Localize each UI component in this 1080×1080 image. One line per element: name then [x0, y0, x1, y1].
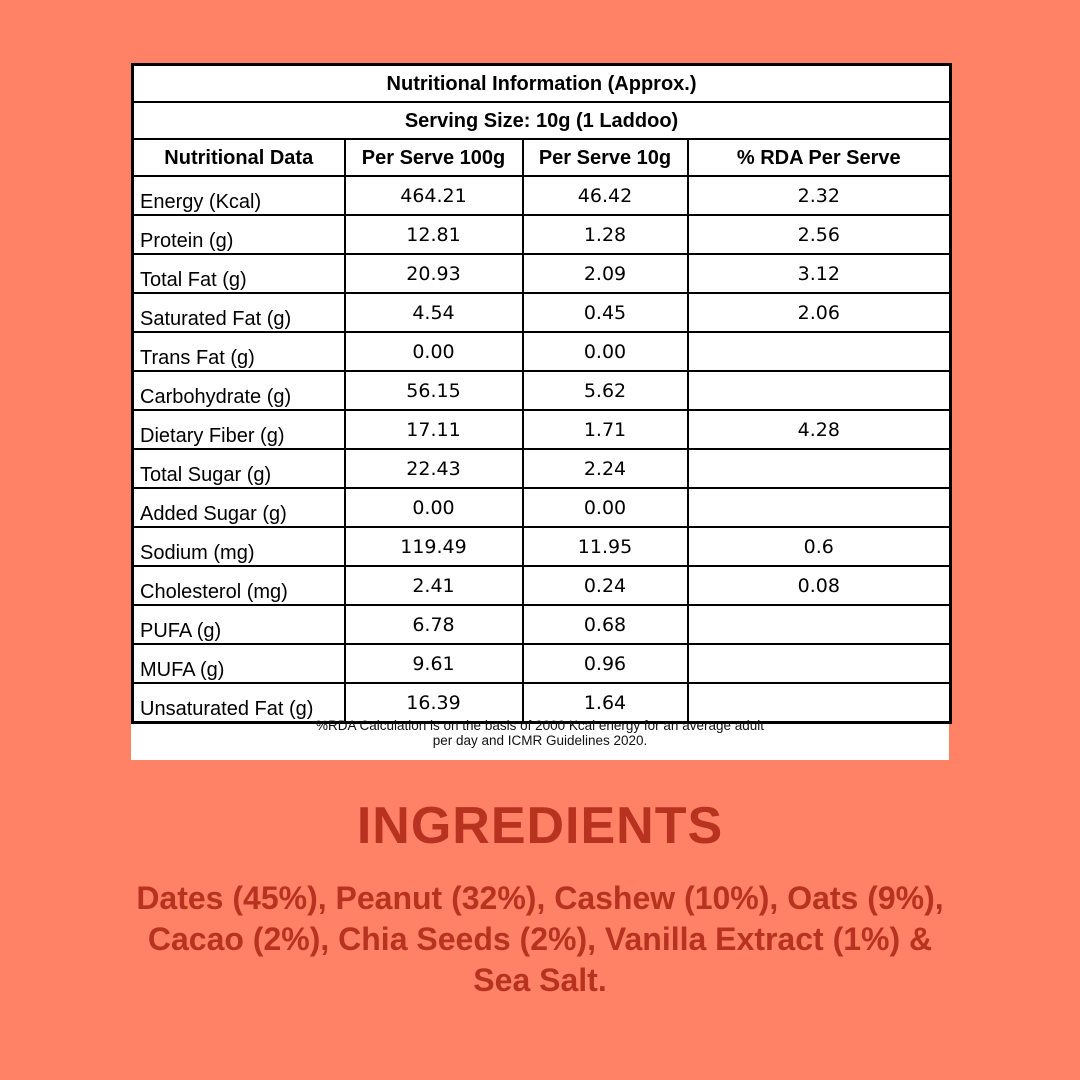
- rda-value: 0.6: [688, 527, 951, 566]
- column-header: Per Serve 10g: [523, 139, 688, 176]
- table-row: [133, 488, 951, 527]
- nutrient-name: Cholesterol (mg): [133, 566, 345, 605]
- rda-value: [688, 683, 951, 723]
- rda-value: 2.32: [688, 176, 951, 215]
- nutrient-name: Added Sugar (g): [133, 488, 345, 527]
- table-row: [133, 371, 951, 410]
- per-10g-value: 0.00: [523, 488, 688, 527]
- table-row: [133, 605, 951, 644]
- table-row: [133, 410, 951, 449]
- column-header: % RDA Per Serve: [688, 139, 951, 176]
- per-100g-value: 22.43: [345, 449, 523, 488]
- per-100g-value: 0.00: [345, 332, 523, 371]
- table-row: [133, 332, 951, 371]
- per-100g-value: 6.78: [345, 605, 523, 644]
- table-row: [133, 176, 951, 215]
- ingredients-list: [60, 878, 1020, 1001]
- per-100g-value: 2.41: [345, 566, 523, 605]
- table-row: [133, 683, 951, 723]
- ingredients-line: Cacao (2%), Chia Seeds (2%), Vanilla Extract (1%) &: [147, 921, 933, 957]
- per-100g-value: 56.15: [345, 371, 523, 410]
- rda-value: 2.06: [688, 293, 951, 332]
- per-100g-value: 17.11: [345, 410, 523, 449]
- nutrition-table: [131, 63, 952, 724]
- rda-value: 0.08: [688, 566, 951, 605]
- rda-value: [688, 332, 951, 371]
- per-100g-value: 464.21: [345, 176, 523, 215]
- nutrition-panel: [131, 63, 949, 760]
- table-row: [133, 527, 951, 566]
- nutrient-name: MUFA (g): [133, 644, 345, 683]
- nutrient-name: Carbohydrate (g): [133, 371, 345, 410]
- per-10g-value: 5.62: [523, 371, 688, 410]
- nutrient-name: Dietary Fiber (g): [133, 410, 345, 449]
- per-100g-value: 9.61: [345, 644, 523, 683]
- nutrient-name: PUFA (g): [133, 605, 345, 644]
- per-10g-value: 46.42: [523, 176, 688, 215]
- per-100g-value: 4.54: [345, 293, 523, 332]
- rda-value: 4.28: [688, 410, 951, 449]
- nutrient-name: Energy (Kcal): [133, 176, 345, 215]
- per-10g-value: 0.24: [523, 566, 688, 605]
- rda-note: [131, 718, 949, 748]
- nutrient-name: Unsaturated Fat (g): [133, 683, 345, 723]
- rda-value: [688, 449, 951, 488]
- per-10g-value: 1.28: [523, 215, 688, 254]
- column-header: Per Serve 100g: [345, 139, 523, 176]
- nutrient-name: Saturated Fat (g): [133, 293, 345, 332]
- table-row: [133, 293, 951, 332]
- rda-value: [688, 371, 951, 410]
- per-10g-value: 11.95: [523, 527, 688, 566]
- rda-value: 2.56: [688, 215, 951, 254]
- table-row: [133, 215, 951, 254]
- rda-note-line: per day and ICMR Guidelines 2020.: [432, 733, 648, 748]
- rda-value: [688, 644, 951, 683]
- ingredients-title: INGREDIENTS: [356, 797, 724, 855]
- serving-size: Serving Size: 10g (1 Laddoo): [133, 102, 951, 139]
- per-10g-value: 0.00: [523, 332, 688, 371]
- per-100g-value: 16.39: [345, 683, 523, 723]
- per-10g-value: 1.71: [523, 410, 688, 449]
- per-100g-value: 0.00: [345, 488, 523, 527]
- rda-note-line: %RDA Calculation is on the basis of 2000 Kcal energy for an average adult: [315, 718, 765, 733]
- nutrient-name: Total Sugar (g): [133, 449, 345, 488]
- rda-value: [688, 605, 951, 644]
- nutrient-name: Total Fat (g): [133, 254, 345, 293]
- ingredients-line: Dates (45%), Peanut (32%), Cashew (10%), Oats (9%),: [136, 880, 944, 916]
- table-row: [133, 644, 951, 683]
- per-10g-value: 0.68: [523, 605, 688, 644]
- per-10g-value: 1.64: [523, 683, 688, 723]
- per-10g-value: 0.45: [523, 293, 688, 332]
- per-100g-value: 20.93: [345, 254, 523, 293]
- column-header: Nutritional Data: [133, 139, 345, 176]
- table-title: Nutritional Information (Approx.): [133, 65, 951, 103]
- rda-value: 3.12: [688, 254, 951, 293]
- table-row: [133, 449, 951, 488]
- ingredients-line: Sea Salt.: [473, 962, 607, 998]
- nutrient-name: Protein (g): [133, 215, 345, 254]
- nutrient-name: Trans Fat (g): [133, 332, 345, 371]
- per-100g-value: 12.81: [345, 215, 523, 254]
- table-row: [133, 254, 951, 293]
- per-100g-value: 119.49: [345, 527, 523, 566]
- per-10g-value: 2.09: [523, 254, 688, 293]
- table-row: [133, 566, 951, 605]
- per-10g-value: 0.96: [523, 644, 688, 683]
- rda-value: [688, 488, 951, 527]
- column-header-row: [133, 139, 951, 176]
- per-10g-value: 2.24: [523, 449, 688, 488]
- nutrient-name: Sodium (mg): [133, 527, 345, 566]
